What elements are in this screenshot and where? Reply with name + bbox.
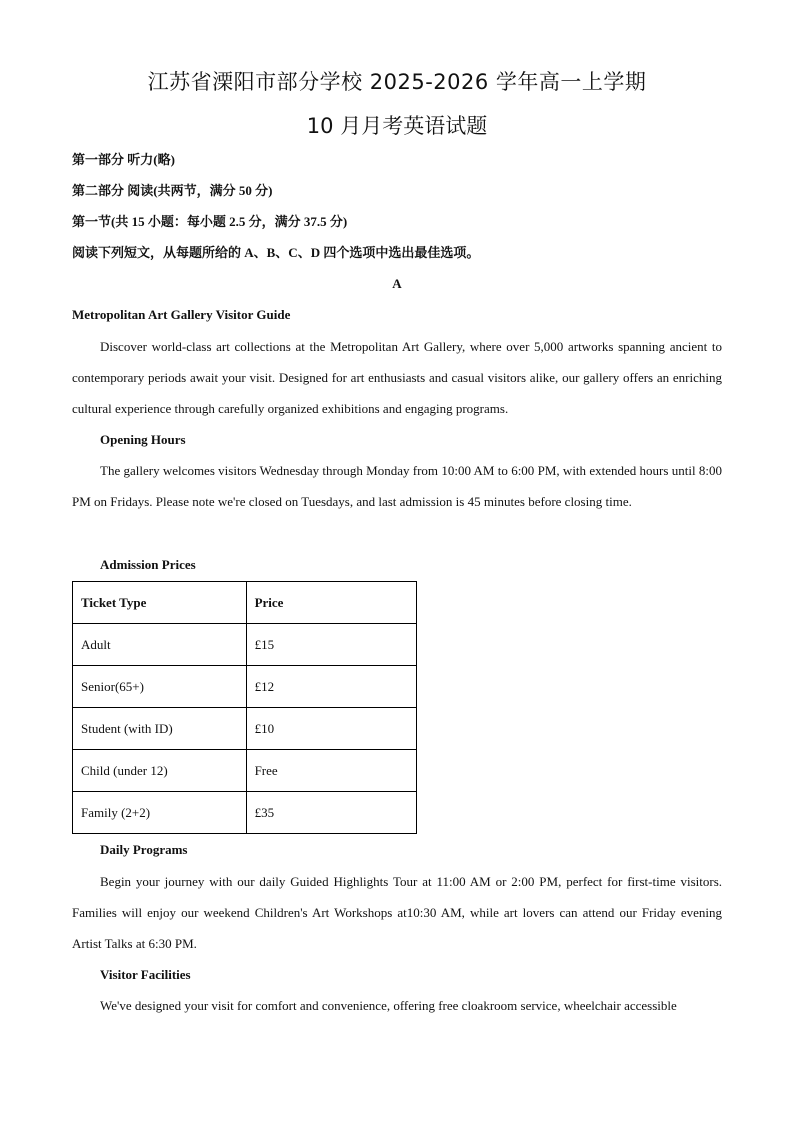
ticket-type-cell: Adult [73,624,247,666]
opening-hours-paragraph: The gallery welcomes visitors Wednesday through Monday from 10:00 AM to 6:00 PM, with extended hours until 8:00 PM on Fridays. Please note we're closed on Tuesdays, and last admission is 45 minutes before closing time. [72,463,722,509]
table-row [73,666,417,708]
directions: 阅读下列短文，从每题所给的 A、B、C、D 四个选项中选出最佳选项。 [72,245,480,260]
visitor-facilities-heading: Visitor Facilities [100,967,191,982]
ticket-type-cell: Family (2+2) [73,792,247,834]
table-row [73,624,417,666]
table-row [73,792,417,834]
table-row [73,708,417,750]
table-header-cell: Price [246,582,416,624]
part2-label: 第二部分 阅读(共两节，满分 50 分) [72,183,273,198]
ticket-type-cell: Senior(65+) [73,666,247,708]
intro-paragraph: Discover world-class art collections at the Metropolitan Art Gallery, where over 5,000 artworks spanning ancient to contemporary periods await your visit. Designed for art enthusiasts and casual visitors alike, our gallery offers an enriching cultural experience through carefully organized exhibitions and engaging programs. [72,339,722,416]
ticket-type-cell: Student (with ID) [73,708,247,750]
table-row [73,750,417,792]
price-cell: £12 [246,666,416,708]
price-cell: £10 [246,708,416,750]
price-cell: £15 [246,624,416,666]
table-header-row [73,582,417,624]
price-cell: Free [246,750,416,792]
visitor-facilities-paragraph: We've designed your visit for comfort and convenience, offering free cloakroom service, wheelchair accessible [100,998,677,1013]
part1-label: 第一部分 听力(略) [72,152,175,167]
admission-prices-table [72,581,417,834]
admission-prices-heading: Admission Prices [100,557,196,572]
passage-letter: A [392,276,402,291]
exam-title-line2: 10 月月考英语试题 [306,114,488,138]
daily-programs-paragraph: Begin your journey with our daily Guided Highlights Tour at 11:00 AM or 2:00 PM, perfect for first-time visitors. Families will enjoy our weekend Children's Art Workshops at10:30 AM, while art lovers can attend our Friday evening Artist Talks at 6:30 PM. [72,874,722,951]
exam-title-line1: 江苏省溧阳市部分学校 2025-2026 学年高一上学期 [147,70,647,94]
passage-title: Metropolitan Art Gallery Visitor Guide [72,307,291,322]
daily-programs-heading: Daily Programs [100,842,188,857]
section1-label: 第一节(共 15 小题：每小题 2.5 分，满分 37.5 分) [72,214,348,229]
ticket-type-cell: Child (under 12) [73,750,247,792]
table-header-cell: Ticket Type [73,582,247,624]
price-cell: £35 [246,792,416,834]
opening-hours-heading: Opening Hours [100,432,186,447]
